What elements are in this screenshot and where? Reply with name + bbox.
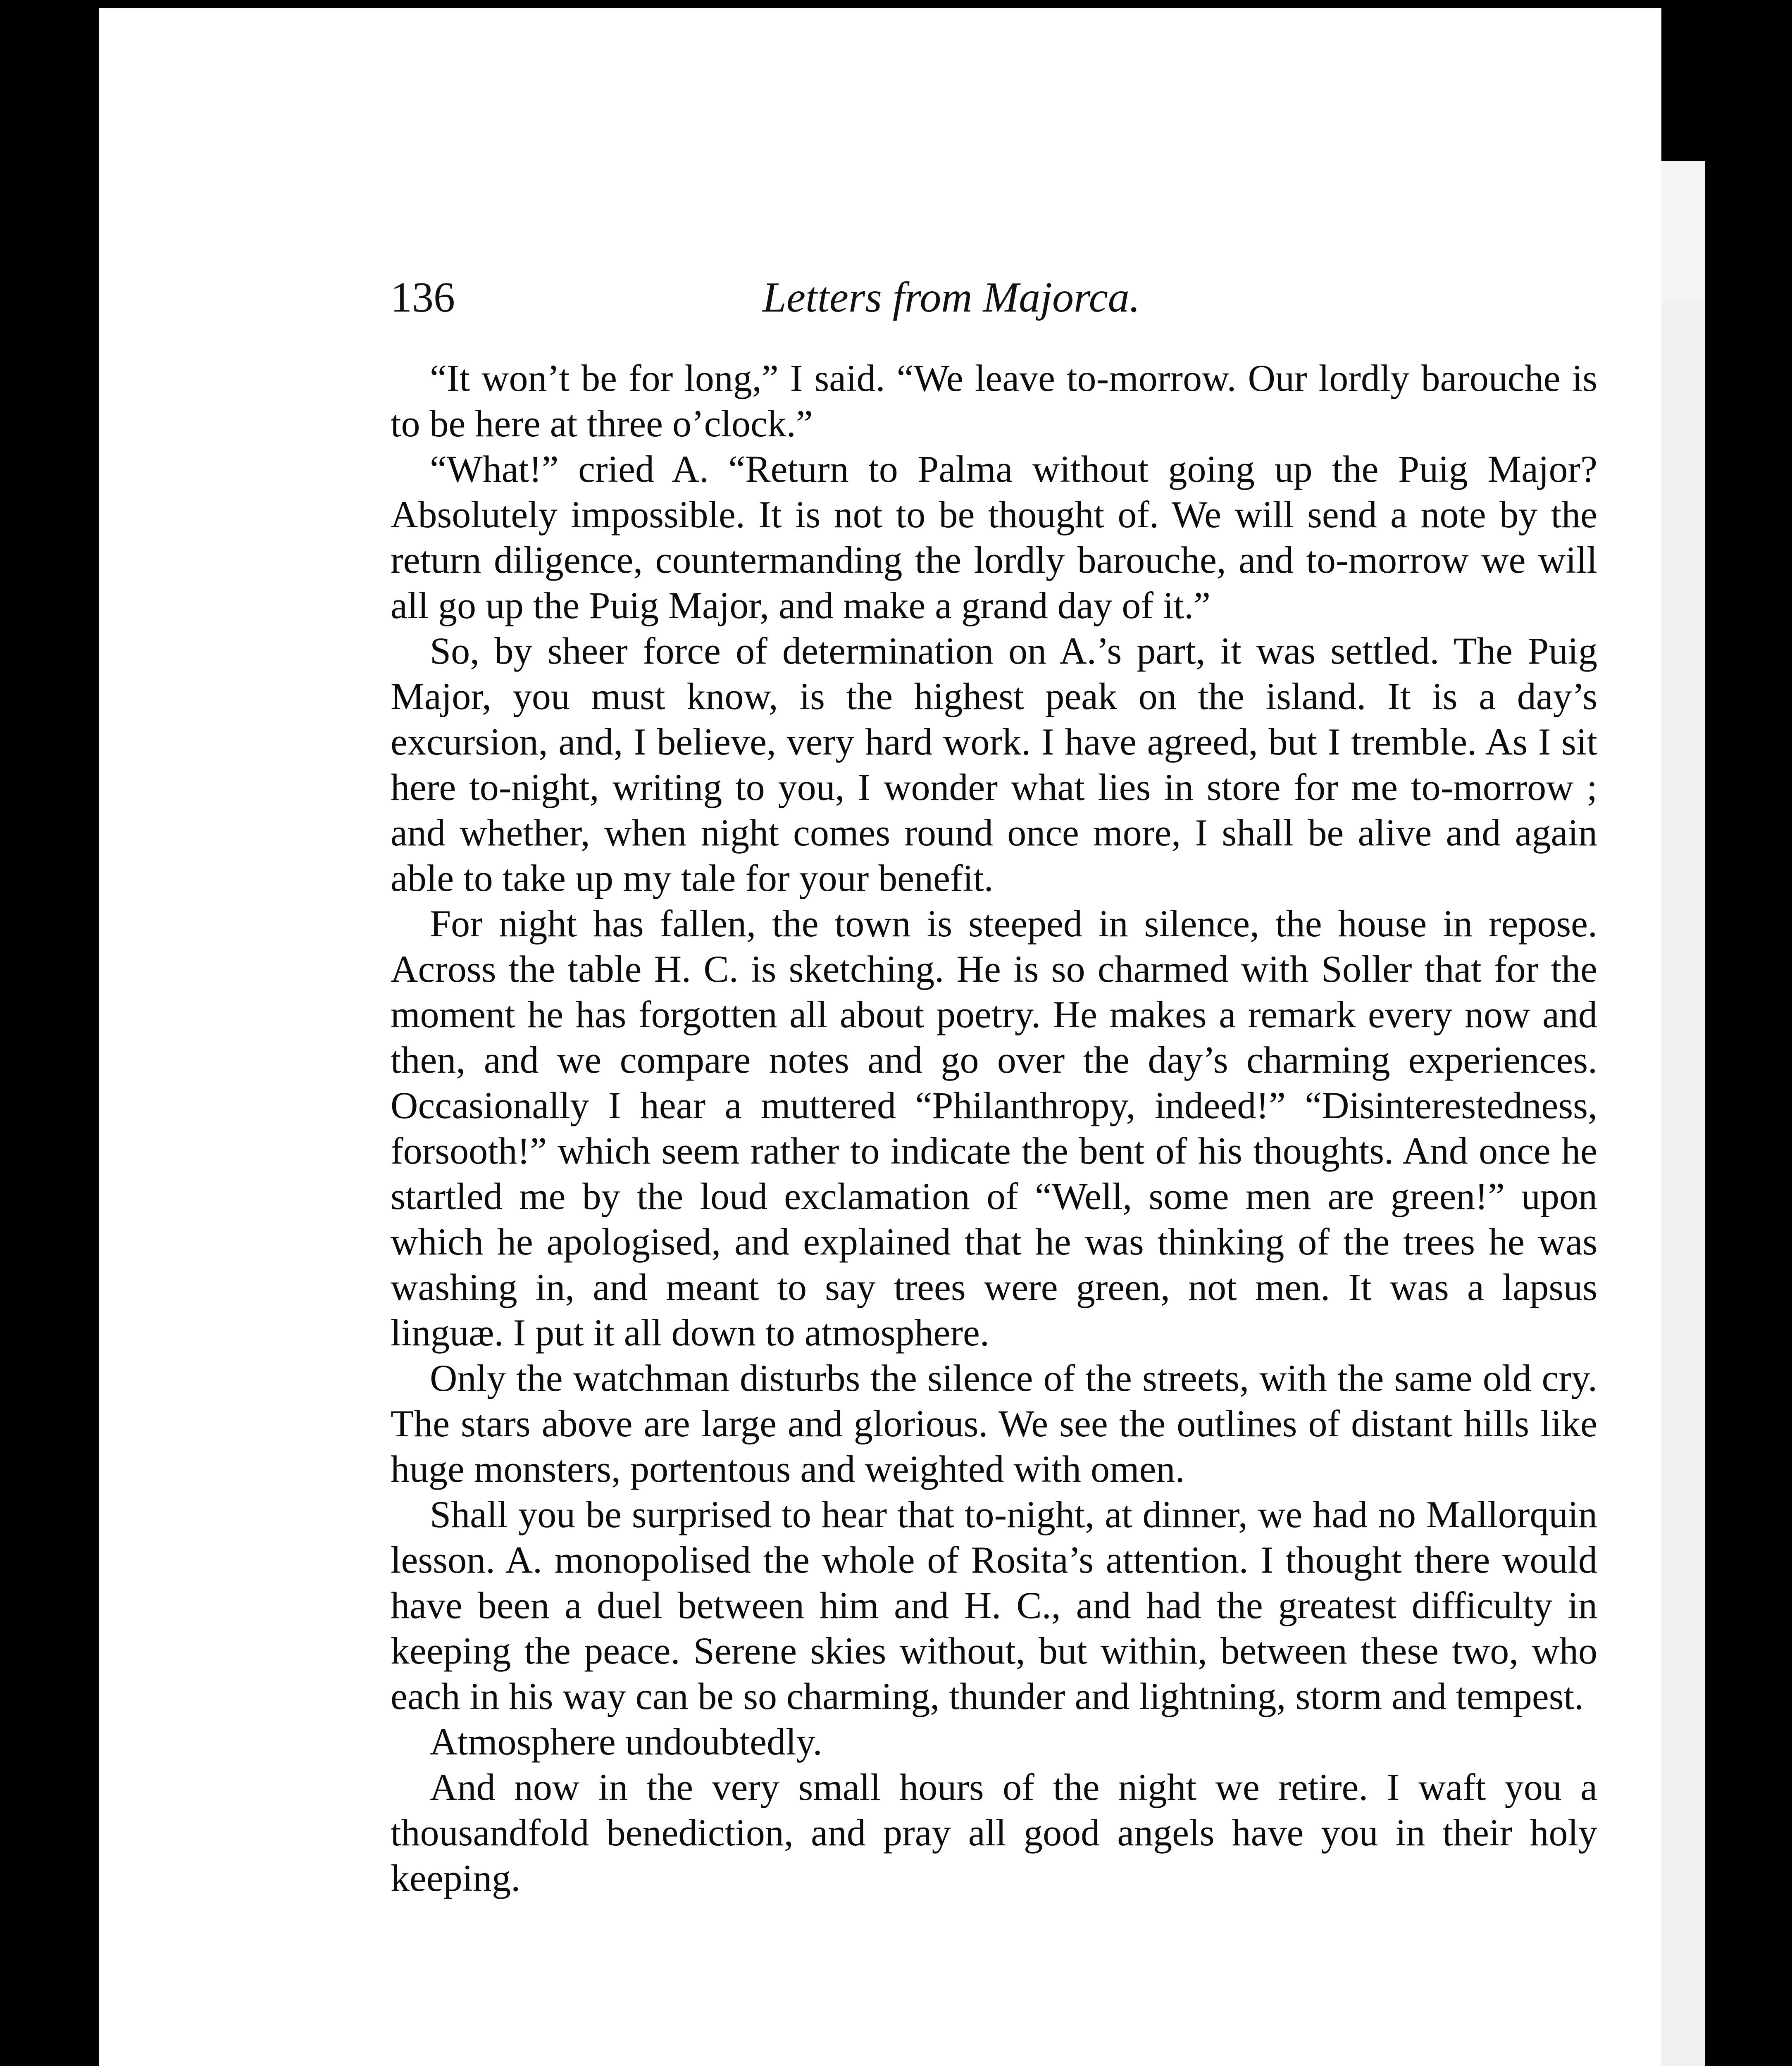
paragraph: For night has fallen, the town is steeped in silence, the house in repose. Across the table H. C. is sketching. He is so charmed with Soller that for the moment he has forgotten all about poetry. He makes a remark every now and then, and we compare notes and go over the day’s charming experiences. Occasionally I hear a muttered “Philanthropy, indeed!” “Disinterestedness, forsooth!” which seem rather to indicate the bent of his thoughts. And once he startled me by the loud exclamation of “Well, some men are green!” upon which he apologised, and explained that he was thinking of the trees he was washing in, and meant to say trees were green, not men. It was a lapsus linguæ. I put it all down to atmosphere.: [391, 902, 1597, 1354]
paragraph: So, by sheer force of determination on A.’s part, it was settled. The Puig Major, you must know, is the highest peak on the island. It is a day’s excursion, and, I believe, very hard work. I have agreed, but I tremble. As I sit here to-night, writing to you, I wonder what lies in store for me to-morrow ; and whether, when night comes round once more, I shall be alive and again able to take up my tale for your benefit.: [391, 630, 1597, 899]
text-block: [391, 355, 1597, 1901]
paragraph: And now in the very small hours of the night we retire. I waft you a thousandfold benediction, and pray all good angels have you in their holy keeping.: [391, 1766, 1597, 1899]
paragraph: Only the watchman disturbs the silence of the streets, with the same old cry. The stars above are large and glorious. We see the outlines of distant hills like huge monsters, portentous and weighted with omen.: [391, 1357, 1597, 1490]
paragraph: Shall you be surprised to hear that to-night, at dinner, we had no Mallorquin lesson. A. monopolised the whole of Rosita’s attention. I thought there would have been a duel between him and H. C., and had the greatest difficulty in keeping the peace. Serene skies without, but within, between these two, who each in his way can be so charming, thunder and lightning, storm and tempest.: [391, 1493, 1597, 1717]
page-number: 136: [391, 274, 455, 321]
book-title: Letters from Majorca.: [763, 274, 1140, 321]
paragraph: Atmosphere undoubtedly.: [430, 1721, 822, 1763]
running-head: [391, 264, 1601, 331]
paragraph: “It won’t be for long,” I said. “We leave to-morrow. Our lordly barouche is to be here at three o’clock.”: [391, 357, 1597, 445]
paragraph: “What!” cried A. “Return to Palma without going up the Puig Major? Absolutely impossible. It is not to be thought of. We will send a note by the return diligence, countermanding the lordly barouche, and to-morrow we will all go up the Puig Major, and make a grand day of it.”: [391, 448, 1597, 626]
